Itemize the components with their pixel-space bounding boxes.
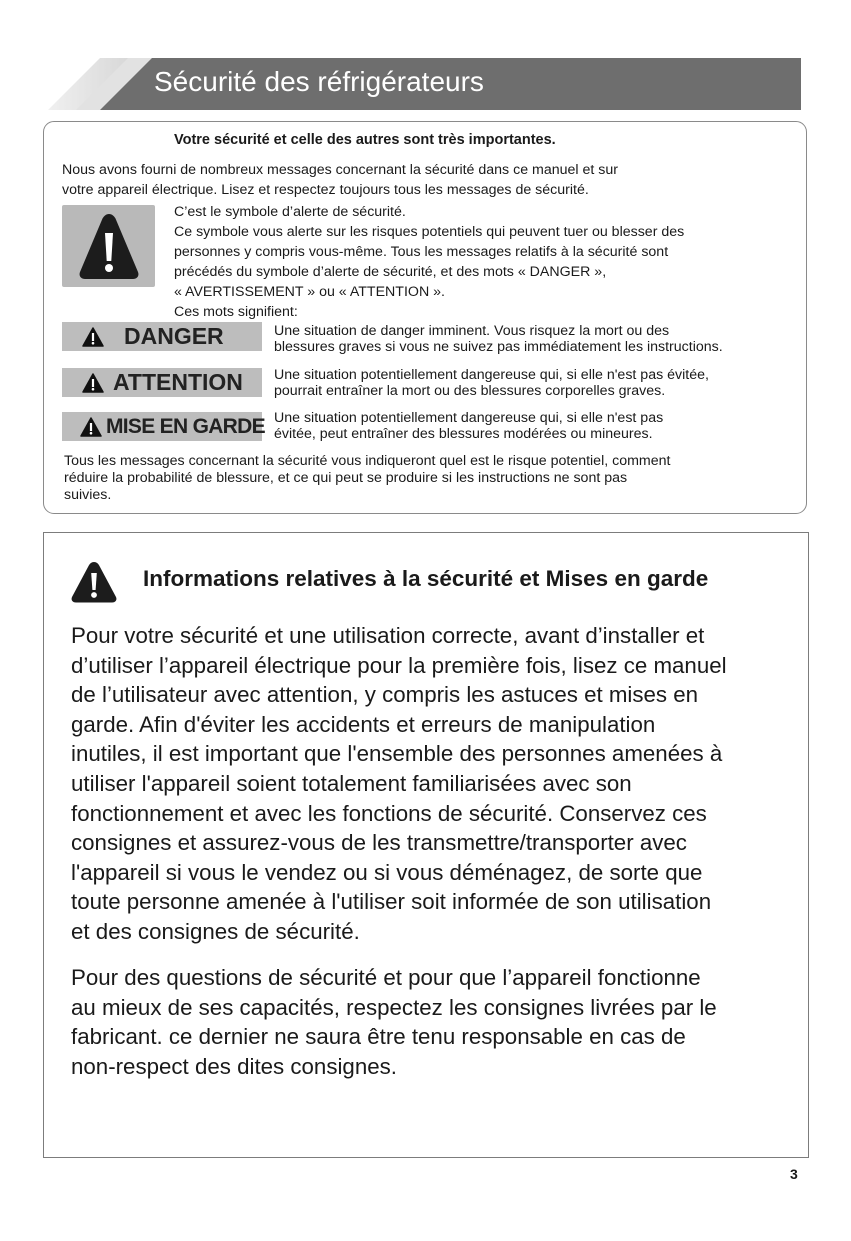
symbol-text-line: « AVERTISSEMENT » ou « ATTENTION ».	[174, 284, 445, 300]
safety-box-heading: Votre sécurité et celle des autres sont très importantes.	[174, 132, 556, 148]
symbol-text-line: précédés du symbole d’alerte de sécurité, et des mots « DANGER »,	[174, 264, 607, 280]
paragraph-line: garde. Afin d'éviter les accidents et erreurs de manipulation	[71, 711, 656, 737]
paragraph-line: de l’utilisateur avec attention, y compris les astuces et mises en	[71, 682, 699, 708]
paragraph-line: consignes et assurez-vous de les transmettre/transporter avec	[71, 830, 687, 856]
danger-label: DANGER	[124, 323, 224, 349]
safety-footer	[64, 453, 670, 504]
paragraph-line: utiliser l'appareil soient totalement familiarisées avec son	[71, 770, 632, 796]
warning-triangle-icon	[80, 417, 102, 437]
safety-alert-symbol	[62, 205, 155, 287]
mise-en-garde-description-line: évitée, peut entraîner des blessures modérées ou mineures.	[274, 426, 653, 442]
safety-intro	[62, 160, 618, 200]
footer-line: suivies.	[64, 487, 112, 503]
warning-triangle-icon	[82, 373, 104, 393]
info-paragraph-1	[71, 621, 727, 947]
safety-messages-box	[43, 121, 807, 514]
danger-description-line: Une situation de danger imminent. Vous risquez la mort ou des	[274, 323, 670, 339]
paragraph-line: l'appareil si vous le vendez ou si vous déménagez, de sorte que	[71, 859, 703, 885]
warning-triangle-icon	[70, 560, 118, 604]
paragraph-line: d’utiliser l’appareil électrique pour la première fois, lisez ce manuel	[71, 652, 727, 678]
paragraph-line: au mieux de ses capacités, respectez les consignes livrées par le	[71, 994, 717, 1020]
section-header	[48, 58, 801, 110]
info-title: Informations relatives à la sécurité et Mises en garde	[143, 566, 709, 591]
intro-line: Nous avons fourni de nombreux messages concernant la sécurité dans ce manuel et sur	[62, 162, 618, 178]
attention-description-line: pourrait entraîner la mort ou des blessures corporelles graves.	[274, 383, 666, 399]
symbol-text-line: Ce symbole vous alerte sur les risques potentiels qui peuvent tuer ou blesser des	[174, 224, 685, 240]
danger-description-line: blessures graves si vous ne suivez pas immédiatement les instructions.	[274, 339, 723, 355]
warning-triangle-icon	[82, 327, 104, 347]
page-number: 3	[790, 1166, 798, 1182]
danger-description	[274, 323, 723, 355]
mise-en-garde-badge	[62, 412, 265, 441]
intro-line: votre appareil électrique. Lisez et respectez toujours tous les messages de sécurité.	[62, 182, 589, 198]
warning-triangle-icon	[77, 211, 141, 281]
info-paragraph-2	[71, 963, 717, 1081]
attention-label: ATTENTION	[113, 369, 243, 395]
paragraph-line: et des consignes de sécurité.	[71, 918, 360, 944]
paragraph-line: Pour votre sécurité et une utilisation correcte, avant d’installer et	[71, 623, 705, 648]
symbol-text-line: personnes y compris vous-même. Tous les messages relatifs à la sécurité sont	[174, 244, 669, 260]
paragraph-line: inutiles, il est important que l'ensemble des personnes amenées à	[71, 741, 723, 767]
attention-description-line: Une situation potentiellement dangereuse qui, si elle n'est pas évitée,	[274, 367, 709, 383]
symbol-text-line: C’est le symbole d’alerte de sécurité.	[174, 204, 406, 220]
symbol-text-line: Ces mots signifient:	[174, 304, 298, 320]
attention-badge	[62, 368, 262, 397]
footer-line: Tous les messages concernant la sécurité vous indiqueront quel est le risque potentiel, comment	[64, 453, 671, 469]
paragraph-line: fonctionnement et avec les fonctions de sécurité. Conservez ces	[71, 800, 707, 826]
mise-en-garde-description	[274, 410, 663, 442]
footer-line: réduire la probabilité de blessure, et ce qui peut se produire si les instructions ne sont pas	[64, 470, 628, 486]
symbol-explanation	[174, 202, 684, 322]
paragraph-line: non-respect des dites consignes.	[71, 1053, 397, 1079]
paragraph-line: Pour des questions de sécurité et pour que l’appareil fonctionne	[71, 965, 701, 990]
paragraph-line: fabricant. ce dernier ne saura être tenu responsable en cas de	[71, 1024, 686, 1050]
page-title: Sécurité des réfrigérateurs	[154, 66, 484, 97]
danger-badge	[62, 322, 262, 351]
attention-description	[274, 367, 709, 399]
mise-en-garde-description-line: Une situation potentiellement dangereuse qui, si elle n'est pas	[274, 410, 664, 426]
paragraph-line: toute personne amenée à l'utiliser soit informée de son utilisation	[71, 889, 712, 915]
safety-information-box	[43, 532, 809, 1158]
mise-en-garde-label: MISE EN GARDE	[106, 415, 265, 438]
